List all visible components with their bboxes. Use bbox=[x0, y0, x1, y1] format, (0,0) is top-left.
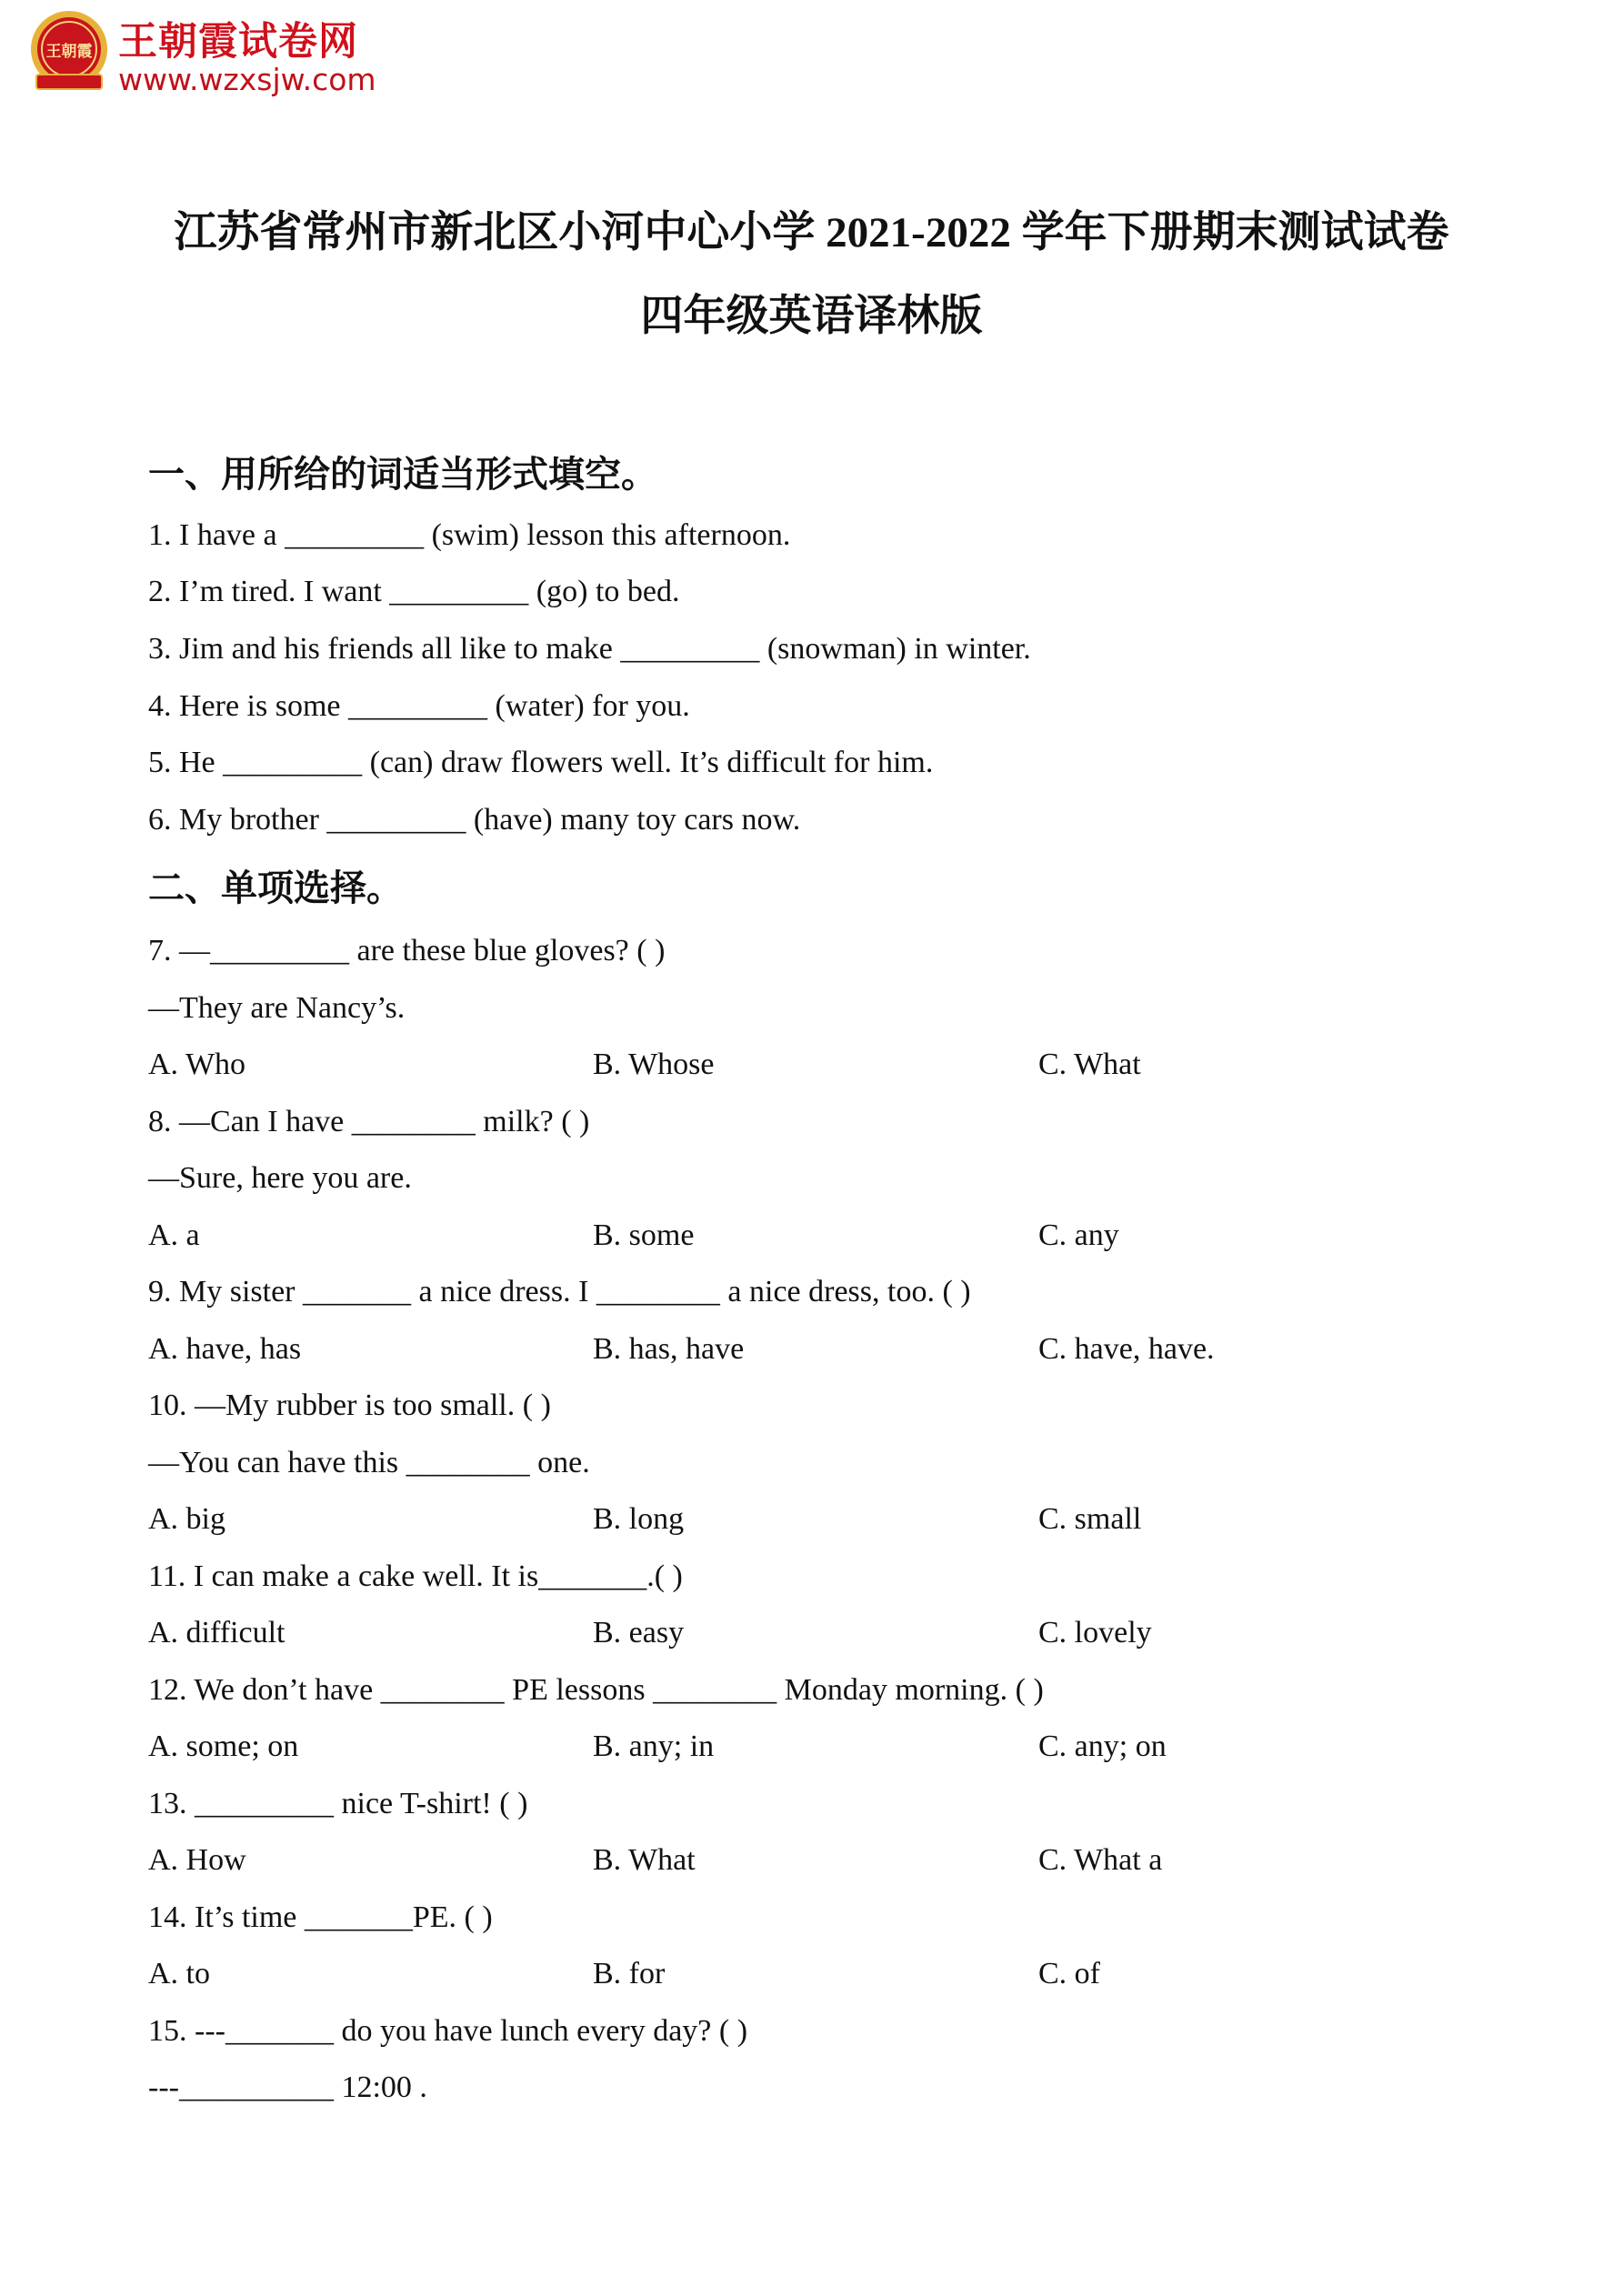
option-a: A. big bbox=[148, 1502, 225, 1536]
logo-title: 王朝霞试卷网 bbox=[118, 19, 358, 65]
option-a: A. Who bbox=[148, 1048, 246, 1081]
section1-heading: 一、用所给的词适当形式填空。 bbox=[148, 454, 657, 496]
question-10: 10. —My rubber is too small. ( ) bbox=[148, 1389, 551, 1422]
option-c: C. lovely bbox=[1038, 1616, 1152, 1649]
option-a: A. to bbox=[148, 1957, 210, 1990]
option-c: C. any; on bbox=[1038, 1730, 1167, 1763]
question-13: 13. _________ nice T-shirt! ( ) bbox=[148, 1787, 528, 1820]
question-13-options bbox=[148, 1843, 1512, 1883]
option-c: C. have, have. bbox=[1038, 1332, 1215, 1366]
page-subtitle: 四年级英语译林版 bbox=[640, 293, 983, 340]
question-2: 2. I’m tired. I want _________ (go) to bed. bbox=[148, 575, 680, 608]
option-a: A. have, has bbox=[148, 1332, 302, 1366]
question-3: 3. Jim and his friends all like to make _________ (snowman) in winter. bbox=[148, 632, 1031, 666]
question-14-options bbox=[148, 1957, 1512, 1997]
page-title: 江苏省常州市新北区小河中心小学 2021-2022 学年下册期末测试试卷 bbox=[174, 209, 1449, 256]
site-logo bbox=[27, 9, 409, 100]
question-4: 4. Here is some _________ (water) for you. bbox=[148, 689, 690, 723]
question-7: 7. —_________ are these blue gloves? ( ) bbox=[148, 934, 666, 968]
question-15: 15. ---_______ do you have lunch every day? ( ) bbox=[148, 2014, 748, 2048]
option-b: B. long bbox=[593, 1502, 685, 1536]
logo-url[interactable]: www.wzxsjw.com bbox=[118, 62, 376, 97]
seal-emblem-icon bbox=[27, 9, 111, 93]
question-6: 6. My brother _________ (have) many toy cars now. bbox=[148, 803, 801, 837]
question-1: 1. I have a _________ (swim) lesson this afternoon. bbox=[148, 518, 791, 552]
option-a: A. some; on bbox=[148, 1730, 299, 1763]
question-8: 8. —Can I have ________ milk? ( ) bbox=[148, 1105, 590, 1138]
question-10-options bbox=[148, 1502, 1512, 1542]
option-c: C. any bbox=[1038, 1218, 1119, 1252]
option-a: A. difficult bbox=[148, 1616, 286, 1649]
option-a: A. a bbox=[148, 1218, 200, 1252]
question-10-reply: —You can have this ________ one. bbox=[148, 1446, 590, 1479]
option-c: C. of bbox=[1038, 1957, 1100, 1990]
question-5: 5. He _________ (can) draw flowers well. It’s difficult for him. bbox=[148, 746, 934, 779]
option-a: A. How bbox=[148, 1843, 246, 1877]
question-14: 14. It’s time _______PE. ( ) bbox=[148, 1900, 493, 1934]
question-7-options bbox=[148, 1048, 1512, 1088]
question-8-reply: —Sure, here you are. bbox=[148, 1161, 412, 1195]
option-b: B. has, have bbox=[593, 1332, 745, 1366]
question-11: 11. I can make a cake well. It is_______.( ) bbox=[148, 1559, 683, 1593]
option-b: B. easy bbox=[593, 1616, 685, 1649]
section2-heading: 二、单项选择。 bbox=[148, 867, 403, 909]
question-15-reply: ---__________ 12:00 . bbox=[148, 2070, 427, 2104]
question-9-options bbox=[148, 1332, 1512, 1372]
question-9: 9. My sister _______ a nice dress. I ________ a nice dress, too. ( ) bbox=[148, 1275, 971, 1308]
option-b: B. for bbox=[593, 1957, 666, 1990]
svg-text:王朝霞: 王朝霞 bbox=[45, 43, 93, 61]
question-7-reply: —They are Nancy’s. bbox=[148, 991, 406, 1025]
option-c: C. small bbox=[1038, 1502, 1142, 1536]
question-12-options bbox=[148, 1730, 1512, 1770]
option-b: B. any; in bbox=[593, 1730, 715, 1763]
question-8-options bbox=[148, 1218, 1512, 1258]
option-c: C. What a bbox=[1038, 1843, 1163, 1877]
option-b: B. some bbox=[593, 1218, 695, 1252]
option-b: B. What bbox=[593, 1843, 696, 1877]
option-b: B. Whose bbox=[593, 1048, 715, 1081]
question-11-options bbox=[148, 1616, 1512, 1656]
question-12: 12. We don’t have ________ PE lessons ________ Monday morning. ( ) bbox=[148, 1673, 1044, 1707]
option-c: C. What bbox=[1038, 1048, 1141, 1081]
